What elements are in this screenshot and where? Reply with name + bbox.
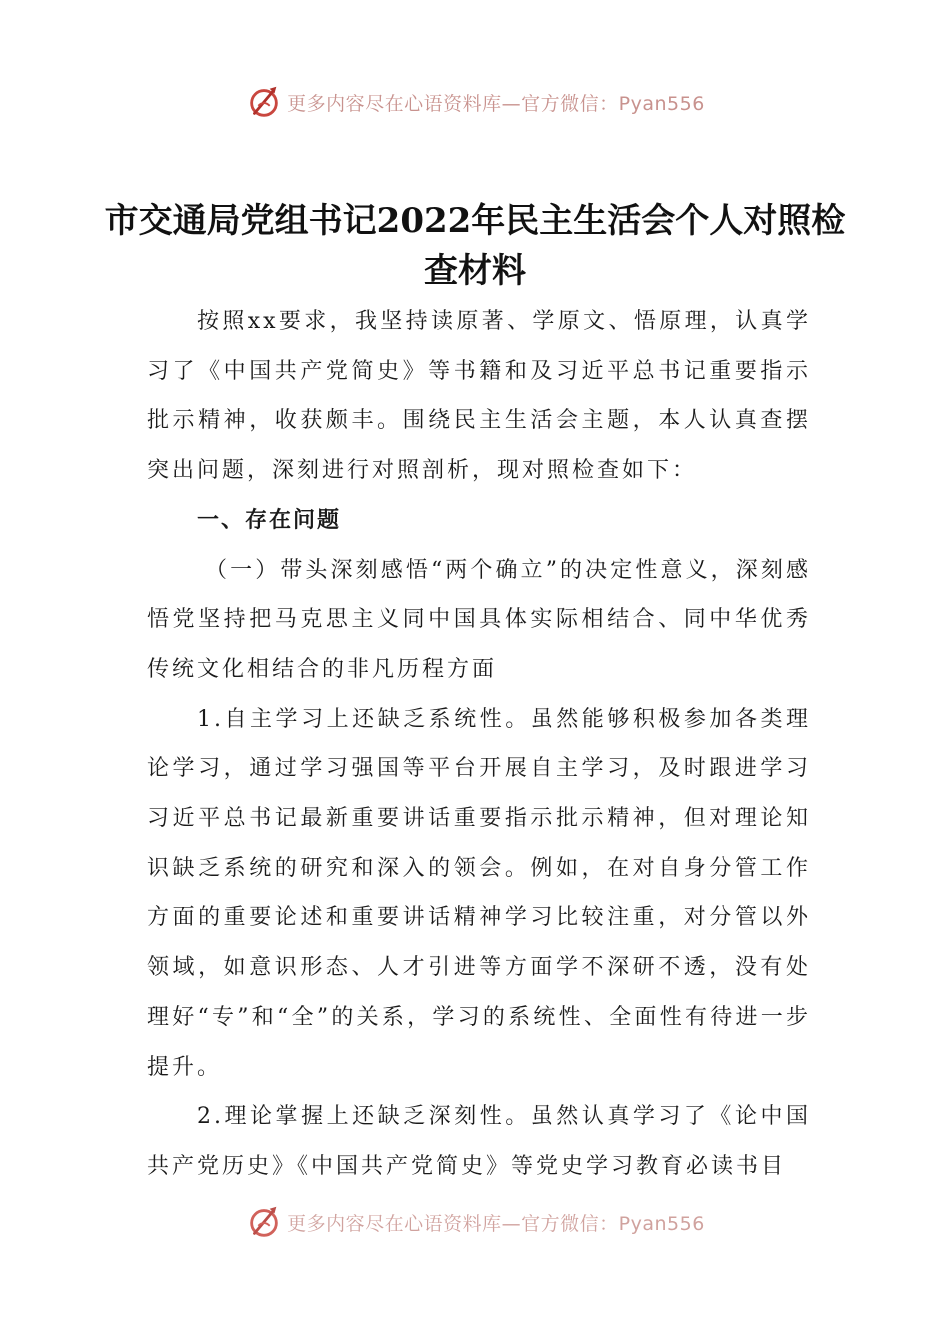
section-heading: 一、存在问题 [197, 507, 342, 533]
watermark-text-bottom: 更多内容尽在心语资料库—官方微信：Pyan556 [287, 1212, 705, 1235]
watermark-text: 更多内容尽在心语资料库—官方微信：Pyan556 [287, 92, 705, 115]
document-body [147, 297, 811, 1192]
body-paragraph: 2.理论掌握上还缺乏深刻性。虽然认真学习了《论中国共产党历史》《中国共产党简史》等党史学习教育必读书目 [147, 1104, 811, 1179]
pen-seal-logo-icon [245, 83, 283, 121]
body-paragraph: 按照xx要求，我坚持读原著、学原文、悟原理，认真学习了《中国共产党简史》等书籍和及习近平总书记重要指示批示精神，收获颇丰。围绕民主生活会主题，本人认真查摆突出问题，深刻进行对照剖析，现对照检查如下： [147, 309, 811, 484]
document-title: 市交通局党组书记2022年民主生活会个人对照检查材料 [104, 201, 846, 291]
body-paragraph: 1.自主学习上还缺乏系统性。虽然能够积极参加各类理论学习，通过学习强国等平台开展自主学习，及时跟进学习习近平总书记最新重要讲话重要指示批示精神，但对理论知识缺乏系统的研究和深入的领会。例如，在对自身分管工作方面的重要论述和重要讲话精神学习比较注重，对分管以外领域，如意识形态、人才引进等方面学不深研不透，没有处理好“专”和“全”的关系，学习的系统性、全面性有待进一步提升。 [147, 706, 811, 1080]
watermark-banner-top [0, 80, 950, 124]
subsection-heading: （一）带头深刻感悟“两个确立”的决定性意义，深刻感悟党坚持把马克思主义同中国具体实际相结合、同中华优秀传统文化相结合的非凡历程方面 [147, 557, 811, 682]
watermark-banner-bottom [0, 1200, 950, 1244]
pen-seal-logo-icon [245, 1203, 283, 1241]
